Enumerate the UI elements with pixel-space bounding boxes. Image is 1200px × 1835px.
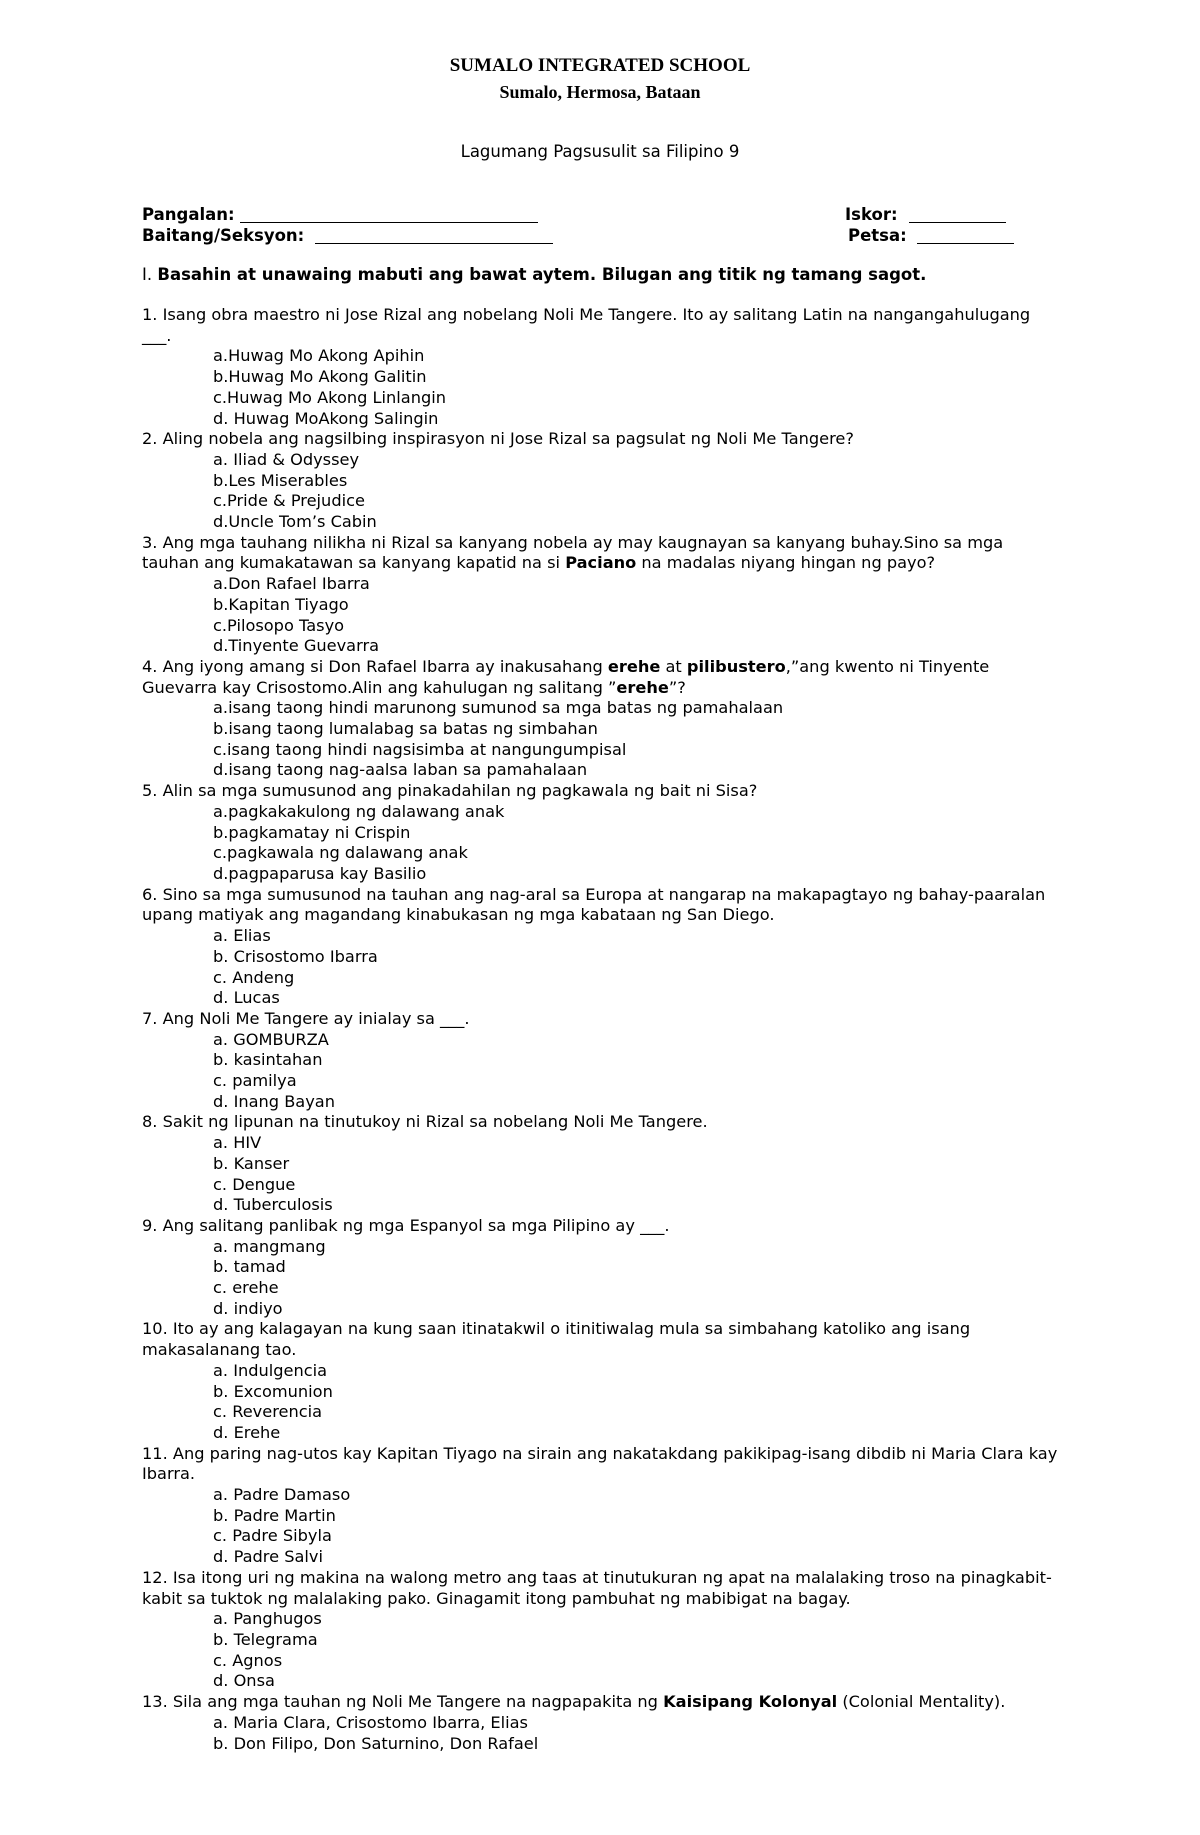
question-item (142, 1692, 1062, 1754)
question-item (142, 1319, 1062, 1443)
question-text: ,”ang kwento ni Tinyente Guevarra kay Crisostomo.Alin ang kahulugan ng salitang ” (142, 656, 990, 697)
emphasized-term: erehe (616, 677, 669, 697)
answer-choice[interactable]: d. Erehe (213, 1422, 281, 1442)
answer-choice[interactable]: d.isang taong nag-aalsa laban sa pamahalaan (213, 760, 588, 780)
answer-choice[interactable]: a. Iliad & Odyssey (213, 449, 360, 469)
answer-choice[interactable]: b. Excomunion (213, 1381, 333, 1401)
section-blank[interactable] (315, 243, 553, 244)
answer-choice[interactable]: b.Les Miserables (213, 470, 348, 490)
answer-choice[interactable]: d.Uncle Tom’s Cabin (213, 512, 377, 532)
answer-choice[interactable]: b. Kanser (213, 1153, 290, 1173)
question-stem (142, 1692, 1062, 1713)
question-stem (142, 1009, 1062, 1030)
answer-choice[interactable]: a. HIV (213, 1133, 262, 1153)
instructions-numeral: I. (142, 265, 153, 284)
question-item (142, 429, 1062, 533)
question-stem (142, 781, 1062, 802)
answer-choice[interactable]: b. tamad (213, 1257, 286, 1277)
question-item (142, 305, 1062, 429)
answer-choice[interactable]: d.Tinyente Guevarra (213, 636, 380, 656)
instructions (142, 264, 926, 286)
answer-choice[interactable]: a.pagkakakulong ng dalawang anak (213, 801, 505, 821)
question-list (142, 305, 1062, 1754)
answer-choice[interactable]: d. Tuberculosis (213, 1195, 333, 1215)
answer-choice[interactable]: a. Padre Damaso (213, 1485, 351, 1505)
answer-choice[interactable]: c.Pride & Prejudice (213, 491, 365, 511)
question-stem (142, 305, 1062, 346)
question-stem (142, 533, 1062, 574)
answer-choice[interactable]: a. GOMBURZA (213, 1029, 329, 1049)
question-stem (142, 657, 1062, 698)
question-item (142, 533, 1062, 657)
answer-choice[interactable]: c. Dengue (213, 1174, 296, 1194)
question-text: 13. Sila ang mga tauhan ng Noli Me Tangere na nagpapakita ng (142, 1692, 664, 1712)
answer-choice[interactable]: b. Padre Martin (213, 1505, 336, 1525)
school-name: SUMALO INTEGRATED SCHOOL (449, 55, 751, 76)
question-text: 7. Ang Noli Me Tangere ay inialay sa ___. (142, 1008, 470, 1028)
emphasized-term: Kaisipang Kolonyal (663, 1692, 838, 1712)
answer-choice[interactable]: a. Indulgencia (213, 1360, 328, 1380)
name-blank[interactable] (240, 222, 538, 223)
question-stem (142, 1112, 1062, 1133)
answer-choice[interactable]: b. Don Filipo, Don Saturnino, Don Rafael (213, 1733, 539, 1753)
info-row-section-date (142, 225, 1022, 246)
question-item (142, 1568, 1062, 1692)
answer-choice[interactable]: c. Reverencia (213, 1402, 323, 1422)
answer-choice[interactable]: d. Padre Salvi (213, 1547, 323, 1567)
question-text: 11. Ang paring nag-utos kay Kapitan Tiyago na sirain ang nakatakdang pakikipag-isang dibdib ni Maria Clara kay Ibarra. (142, 1443, 1058, 1484)
question-text: na madalas niyang hingan ng payo? (636, 553, 936, 573)
question-item (142, 1112, 1062, 1216)
question-stem (142, 885, 1062, 926)
question-text: at (660, 656, 687, 676)
name-label: Pangalan: (142, 205, 235, 224)
question-item (142, 657, 1062, 781)
question-stem (142, 429, 1062, 450)
answer-choice[interactable]: d. Inang Bayan (213, 1091, 335, 1111)
answer-choice[interactable]: b.pagkamatay ni Crispin (213, 822, 411, 842)
score-blank[interactable] (909, 222, 1006, 223)
answer-choice[interactable]: a.isang taong hindi marunong sumunod sa mga batas ng pamahalaan (213, 698, 784, 718)
answer-choice[interactable]: c.Pilosopo Tasyo (213, 615, 345, 635)
question-stem (142, 1568, 1062, 1609)
answer-choice[interactable]: c. erehe (213, 1278, 279, 1298)
emphasized-term: erehe (607, 656, 661, 676)
answer-choice[interactable]: b. Crisostomo Ibarra (213, 946, 378, 966)
question-text: 2. Aling nobela ang nagsilbing inspirasyon ni Jose Rizal sa pagsulat ng Noli Me Tangere? (142, 429, 854, 449)
question-item (142, 1216, 1062, 1320)
answer-choice[interactable]: c. pamilya (213, 1071, 297, 1091)
question-text: 8. Sakit ng lipunan na tinutukoy ni Rizal sa nobelang Noli Me Tangere. (142, 1112, 708, 1132)
answer-choice[interactable]: a. Panghugos (213, 1609, 322, 1629)
question-text: 12. Isa itong uri ng makina na walong metro ang taas at tinutukuran ng apat na malalaking troso na pinagkabit-kabit sa tuktok ng malalaking pako. Ginagamit itong pambuhat ng mabibigat na bagay. (142, 1567, 1052, 1608)
question-stem (142, 1319, 1062, 1360)
question-text: ”? (668, 677, 686, 697)
question-text: 1. Isang obra maestro ni Jose Rizal ang nobelang Noli Me Tangere. Ito ay salitang Latin na nangangahulugang ___. (142, 305, 1031, 345)
answer-choice[interactable]: a. Elias (213, 926, 271, 946)
score-label: Iskor: (845, 205, 898, 224)
question-text: (Colonial Mentality). (837, 1692, 1006, 1712)
date-blank[interactable] (917, 243, 1014, 244)
answer-choice[interactable]: d.pagpaparusa kay Basilio (213, 863, 427, 883)
question-text: 6. Sino sa mga sumusunod na tauhan ang nag-aral sa Europa at nangarap na makapagtayo ng bahay-paaralan upang matiyak ang magandang kinabukasan ng mga kabataan ng San Diego. (142, 884, 1046, 925)
answer-choice[interactable]: b.Kapitan Tiyago (213, 594, 349, 614)
instructions-text: Basahin at unawaing mabuti ang bawat aytem. Bilugan ang titik ng tamang sagot. (157, 265, 927, 284)
answer-choice[interactable]: b. kasintahan (213, 1050, 323, 1070)
section-label: Baitang/Seksyon: (142, 226, 305, 245)
emphasized-term: pilibustero (686, 656, 786, 676)
answer-choice[interactable]: d. Huwag MoAkong Salingin (213, 408, 439, 428)
question-text: 4. Ang iyong amang si Don Rafael Ibarra ay inakusahang (142, 656, 608, 676)
question-item (142, 885, 1062, 1009)
answer-choice[interactable]: c.isang taong hindi nagsisimba at nangungumpisal (213, 739, 627, 759)
answer-choice[interactable]: a.Huwag Mo Akong Apihin (213, 346, 425, 366)
emphasized-term: Paciano (565, 553, 637, 573)
answer-choice[interactable]: d. Onsa (213, 1671, 275, 1691)
exam-title: Lagumang Pagsusulit sa Filipino 9 (460, 142, 740, 161)
question-item (142, 1009, 1062, 1113)
question-text: 10. Ito ay ang kalagayan na kung saan itinatakwil o itinitiwalag mula sa simbahang katoliko ang isang makasalanang tao. (142, 1319, 971, 1360)
answer-choice[interactable]: c. Andeng (213, 967, 295, 987)
info-row-name-score (142, 204, 1022, 225)
school-address: Sumalo, Hermosa, Bataan (499, 82, 701, 102)
question-stem (142, 1216, 1062, 1237)
answer-choice[interactable]: b.isang taong lumalabag sa batas ng simbahan (213, 719, 598, 739)
answer-choice[interactable]: c.pagkawala ng dalawang anak (213, 843, 468, 863)
answer-choice[interactable]: d. Lucas (213, 988, 280, 1008)
question-stem (142, 1444, 1062, 1485)
question-item (142, 1444, 1062, 1568)
answer-choice[interactable]: a. Maria Clara, Crisostomo Ibarra, Elias (213, 1712, 528, 1732)
date-label: Petsa: (848, 226, 907, 245)
answer-choice[interactable]: c.Huwag Mo Akong Linlangin (213, 387, 447, 407)
answer-choice[interactable]: c. Padre Sibyla (213, 1526, 332, 1546)
question-item (142, 781, 1062, 885)
question-text: 3. Ang mga tauhang nilikha ni Rizal sa kanyang nobela ay may kaugnayan sa kanyang buhay.Sino sa mga tauhan ang kumakatawan sa kanyang kapatid na si (142, 532, 1004, 573)
answer-choice[interactable]: c. Agnos (213, 1650, 283, 1670)
answer-choice[interactable]: a. mangmang (213, 1236, 326, 1256)
answer-choice[interactable]: b.Huwag Mo Akong Galitin (213, 367, 427, 387)
question-text: 5. Alin sa mga sumusunod ang pinakadahilan ng pagkawala ng bait ni Sisa? (142, 781, 758, 801)
answer-choice[interactable]: a.Don Rafael Ibarra (213, 574, 370, 594)
answer-choice[interactable]: d. indiyo (213, 1298, 283, 1318)
question-text: 9. Ang salitang panlibak ng mga Espanyol sa mga Pilipino ay ___. (142, 1215, 670, 1235)
answer-choice[interactable]: b. Telegrama (213, 1630, 318, 1649)
